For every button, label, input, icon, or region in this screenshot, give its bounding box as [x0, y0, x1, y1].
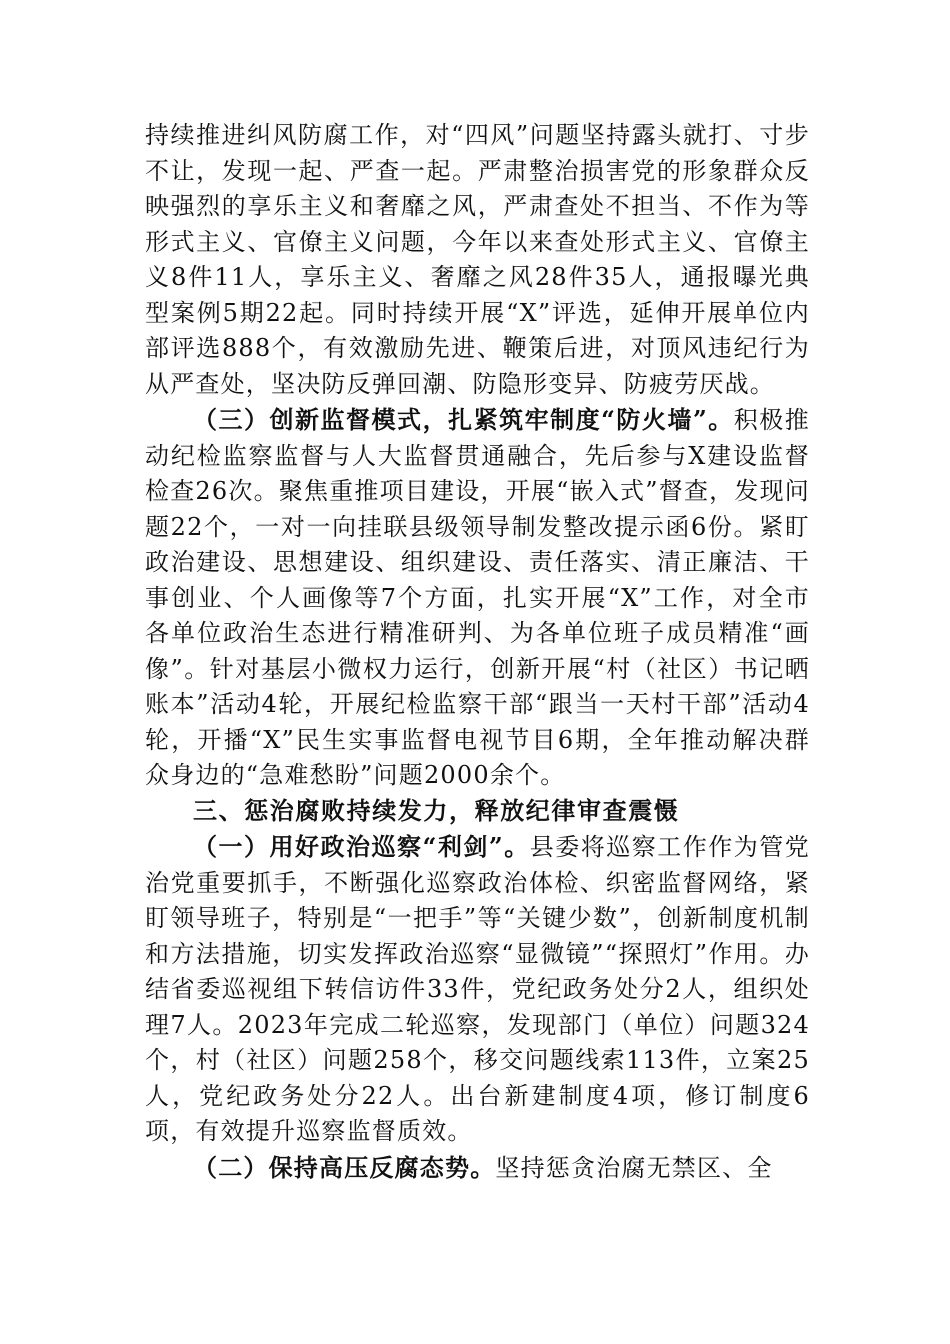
- paragraph-3-lead: （一）用好政治巡察“利剑”。: [193, 832, 530, 861]
- paragraph-2-body: 积极推动纪检监察监督与人大监督贯通融合，先后参与X建设监督检查26次。聚焦重推项目建设，开展“嵌入式”督查，发现问题22个，一对一向挂联县级领导制发整改提示函6份。紧盯政治建设、思想建设、组织建设、责任落实、清正廉洁、干事创业、个人画像等7个方面，扎实开展“X”工作，对全市各单位政治生态进行精准研判、为各单位班子成员精准“画像”。针对基层小微权力运行，创新开展“村（社区）书记晒账本”活动4轮，开展纪检监察干部“跟当一天村干部”活动4轮，开播“X”民生实事监督电视节目6期，全年推动解决群众身边的“急难愁盼”问题2000余个。: [145, 406, 810, 789]
- paragraph-2-lead: （三）创新监督模式，扎紧筑牢制度“防火墙”。: [193, 405, 734, 434]
- paragraph-4: [145, 1150, 810, 1187]
- paragraph-3-body: 县委将巡察工作作为管党治党重要抓手，不断强化巡察政治体检、织密监督网络，紧盯领导班子，特别是“一把手”等“关键少数”，创新制度机制和方法措施，切实发挥政治巡察“显微镜”“探照灯”作用。办结省委巡视组下转信访件33件，党纪政务处分2人，组织处理7人。2023年完成二轮巡察，发现部门（单位）问题324个，村（社区）问题258个，移交问题线索113件，立案25人，党纪政务处分22人。出台新建制度4项，修订制度6项，有效提升巡察监督质效。: [145, 833, 810, 1145]
- section-heading-3: 三、惩治腐败持续发力，释放纪律审查震慑: [193, 796, 680, 825]
- paragraph-1: 持续推进纠风防腐工作，对“四风”问题坚持露头就打、寸步不让，发现一起、严查一起。严肃整治损害党的形象群众反映强烈的享乐主义和奢靡之风，严肃查处不担当、不作为等形式主义、官僚主义问题，今年以来查处形式主义、官僚主义8件11人，享乐主义、奢靡之风28件35人，通报曝光典型案例5期22起。同时持续开展“X”评选，延伸开展单位内部评选888个，有效激励先进、鞭策后进，对顶风违纪行为从严查处，坚决防反弹回潮、防隐形变异、防疲劳厌战。: [145, 121, 810, 398]
- document-page: [145, 118, 810, 1186]
- paragraph-2: [145, 402, 810, 794]
- paragraph-4-lead: （二）保持高压反腐态势。: [193, 1152, 496, 1182]
- paragraph-3: [145, 829, 810, 1150]
- paragraph-4-body: 坚持惩贪治腐无禁区、全: [495, 1153, 773, 1182]
